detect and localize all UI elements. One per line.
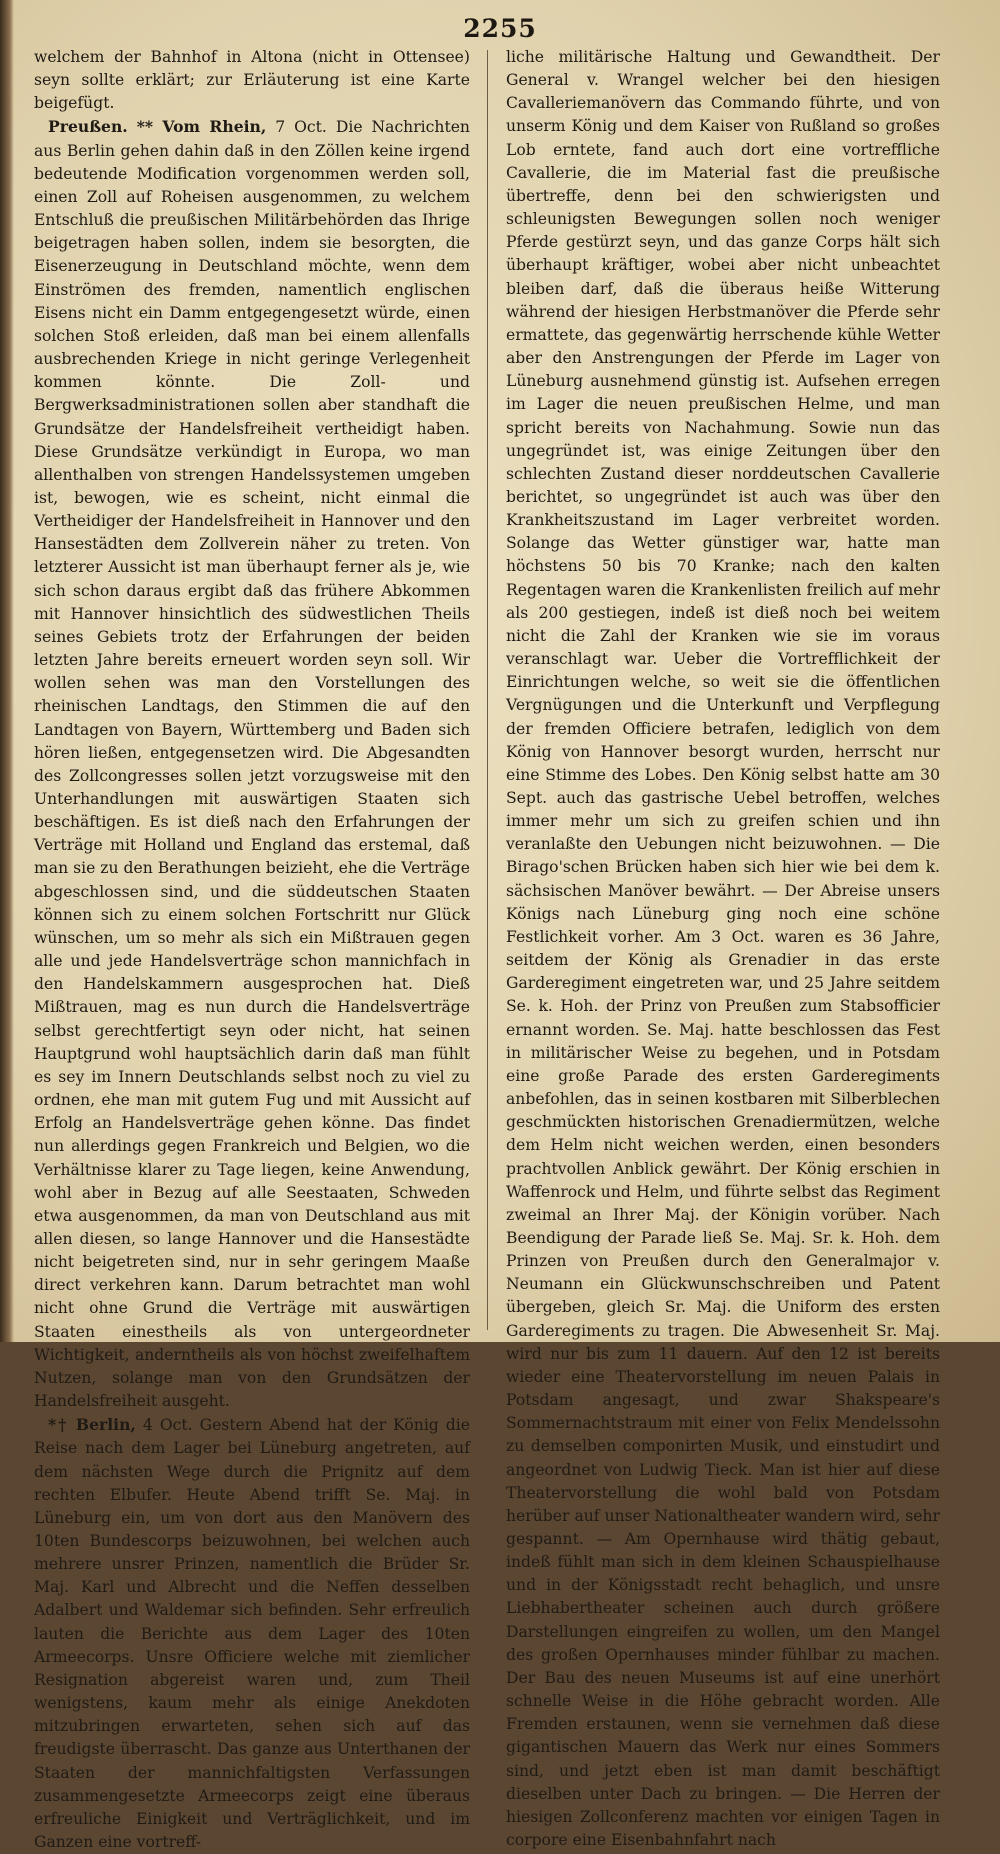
- right-paragraph-1: liche militärische Haltung und Gewandtheit. Der General v. Wrangel welcher bei den hiesigen Cavalleriemanövern das Commando führte, und von unserm König und dem Kaiser von Rußland so großes Lob erntete, fand auch dort eine vortreffliche Cavallerie, die im Material fast die preußische übertreffe, denn bei den schwierigsten und schleunigsten Bewegungen sollen noch weniger Pferde gestürzt seyn, und das ganze Corps hält sich überhaupt kräftiger, wobei aber nicht unbeachtet bleiben darf, daß die überaus heiße Witterung während der hiesigen Herbstmanöver die Pferde sehr ermattete, das gegenwärtig herrschende kühle Wetter aber den Anstrengungen der Pferde im Lager von Lüneburg ausnehmend günstig ist. Aufsehen erregen im Lager die neuen preußischen Helme, und man spricht bereits von Nachahmung. Sowie nun das ungegründet ist, was einige Zeitungen über den schlechten Zustand dieser norddeutschen Cavallerie berichtet, so ungegründet ist auch was über den Krankheitszustand im Lager verbreitet worden. Solange das Wetter günstiger war, hatte man höchstens 50 bis 70 Kranke; nach den kalten Regentagen waren die Krankenlisten freilich auf mehr als 200 gestiegen, indeß ist dieß noch bei weitem nicht die Zahl der Kranken wie sie im voraus veranschlagt war. Ueber die Vortrefflichkeit der Einrichtungen welche, so weit sie die öffentlichen Vergnügungen und die Unterkunft und Verpflegung der fremden Officiere betrafen, lediglich von dem König von Hannover besorgt wurden, herrscht nur eine Stimme des Lobes. Den König selbst hatte am 30 Sept. auch das gastrische Uebel betroffen, welches immer mehr um sich zu greifen schien und ihn veranlaßte den Uebungen nicht beizuwohnen. — Die Birago'schen Brücken haben sich hier wie bei dem k. sächsischen Manöver bewährt. — Der Abreise unsers Königs nach Lüneburg ging noch eine schöne Festlichkeit vorher. Am 3 Oct. waren es 36 Jahre, seitdem der König als Grenadier in das erste Garderegiment eingetreten war, und 25 Jahre seitdem Se. k. Hoh. der Prinz von Preußen zum Stabsofficier ernannt worden. Se. Maj. hatte beschlossen das Fest in militärischer Weise zu begehen, und in Potsdam eine große Parade des ersten Garderegiments anbefohlen, das in seinen kostbaren mit Silberblechen geschmückten historischen Grenadiermützen, welche dem Helm nicht weichen werden, einen besonders prachtvollen Anblick gewährt. Der König erschien in Waffenrock und Helm, und führte selbst das Regiment zweimal an Ihrer Maj. der Königin vorüber. Nach Beendigung der Parade ließ Se. Maj. Sr. k. Hoh. dem Prinzen von Preußen durch den Generalmajor v. Neumann ein Glückwunschschreiben und Patent übergeben, gleich Sr. Maj. die Uniform des ersten Garderegiments zu tragen. Die Abwesenheit Sr. Maj. wird nur bis zum 11 dauern. Auf den 12 ist bereits wieder eine Theatervorstellung im neuen Palais in Potsdam angesagt, und zwar Shakspeare's Sommernachtstraum mit einer von Felix Mendelssohn zu demselben componirten Musik, und einstudirt und angeordnet von Ludwig Tieck. Man ist hier auf diese Theatervorstellung die wohl bald von Potsdam herüber auf unser Nationaltheater wandern wird, sehr gespannt. — Am Opernhause wird thätig gebaut, indeß fühlt man sich in dem kleinen Schauspielhause und in der Königsstadt recht behaglich, und unsre Liebhabertheater scheinen auch durch größere Darstellungen eingreifen zu wollen, um den Mangel des großen Opernhauses minder fühlbar zu machen. Der Bau des neuen Museums ist auf eine unerhört schnelle Weise in die Höhe gebracht worden. Alle Fremden erstaunen, wenn sie vernehmen daß diese gigantischen Mauern das Werk nur eines Sommers sind, und jetzt eben ist man damit beschäftigt dieselben unter Dach zu bringen. — Die Herren der hiesigen Zollconferenz machten vor einigen Tagen in corpore eine Eisenbahnfahrt nach: [506, 48, 940, 1850]
- section-heading-preussen: Preußen.: [48, 117, 128, 137]
- article-vom-rhein: [34, 115, 470, 1413]
- article-text: Gestern Abend hat der König die Reise nach dem Lager bei Lüneburg angetreten, auf dem nächsten Wege durch die Prignitz auf dem rechten Elbufer. Heute Abend trifft Se. Maj. in Lüneburg ein, um von dort aus den Manövern des 10ten Bundescorps beizuwohnen, bei welchen auch mehrere unsrer Prinzen, namentlich die Brüder Sr. Maj. Karl und Albrecht und die Neffen desselben Adalbert und Waldemar sich befinden. Sehr erfreulich lauten die Berichte aus dem Lager des 10ten Armeecorps. Unsre Officiere welche mit ziemlicher Resignation abgereist waren und, zum Theil wenigstens, kaum mehr als einige Anekdoten mitzubringen erwarteten, sehen sich auf das freudigste überrascht. Das ganze aus Unterthanen der Staaten der mannichfaltigsten Verfassungen zusammengesetzte Armeecorps zeigt eine überaus erfreuliche Einigkeit und Verträglichkeit, und im Ganzen eine vortreff-: [34, 1416, 471, 1852]
- right-column: [506, 46, 940, 1850]
- page-number: 2255: [463, 14, 537, 43]
- left-paragraph-1: welchem der Bahnhof in Altona (nicht in Ottensee) seyn sollte erklärt; zur Erläuterung ist eine Karte beigefügt.: [34, 48, 470, 113]
- column-divider: [487, 50, 488, 1330]
- dateline-place: ** Vom Rhein,: [136, 117, 267, 137]
- article-berlin: [34, 1413, 470, 1854]
- dateline-date: 7 Oct.: [275, 118, 327, 137]
- page-binding-edge: [0, 0, 14, 1342]
- dateline-date: 4 Oct.: [142, 1416, 193, 1435]
- article-text: Die Nachrichten aus Berlin gehen dahin daß in den Zöllen keine irgend bedeutende Modification vorgenommen werden soll, einen Zoll auf Roheisen ausgenommen, zu welchem Entschluß die preußischen Militärbehörden das Ihrige beigetragen haben sollen, indem sie besorgten, die Eisenerzeugung in Deutschland möchte, wenn dem Einströmen des fremden, namentlich englischen Eisens nicht ein Damm entgegengesetzt würde, einen solchen Stoß erleiden, daß man bei einem allenfalls ausbrechenden Kriege in nicht geringe Verlegenheit kommen könnte. Die Zoll- und Bergwerksadministrationen sollen aber standhaft die Grundsätze der Handelsfreiheit vertheidigt haben. Diese Grundsätze verkündigt in Europa, wo man allenthalben von strengen Handelssystemen umgeben ist, bewogen, wie es scheint, nicht einmal die Vertheidiger der Handelsfreiheit in Hannover und den Hansestädten dem Zollverein näher zu treten. Von letzterer Aussicht ist man überhaupt ferner als je, wie sich schon daraus ergibt daß das frühere Abkommen mit Hannover hinsichtlich des südwestlichen Theils seines Gebiets trotz der Erfahrungen der beiden letzten Jahre bereits erneuert worden seyn soll. Wir wollen sehen was man den Vorstellungen des rheinischen Landtags, den Stimmen die auf den Landtagen von Bayern, Württemberg und Baden sich hören ließen, entgegensetzen wird. Die Abgesandten des Zollcongresses sollen jetzt vorzugsweise mit den Unterhandlungen mit auswärtigen Staaten sich beschäftigen. Es ist dieß nach den Erfahrungen der Verträge mit Holland und England das erstemal, daß man sie zu den Berathungen beizieht, ehe die Verträge abgeschlossen sind, und die süddeutschen Staaten können sich zu einem solchen Fortschritt nur Glück wünschen, um so mehr als sich ein Mißtrauen gegen alle und jede Handelsverträge schon mannichfach in den Handelskammern ausgesprochen hat. Dieß Mißtrauen, mag es nun durch die Handelsverträge selbst gerechtfertigt seyn oder nicht, hat seinen Hauptgrund wohl hauptsächlich darin daß man fühlt es sey im Innern Deutschlands selbst noch zu viel zu ordnen, ehe man mit gutem Fug und mit Aussicht auf Erfolg an Handelsverträge gehen könne. Das findet nun allerdings gegen Frankreich und Belgien, wo die Verhältnisse klarer zu Tage liegen, keine Anwendung, wohl aber in Bezug auf alle Seestaaten, Schweden etwa ausgenommen, da man von Deutschland aus mit allen diesen, so lange Hannover und die Hansestädte nicht beigetreten sind, nur in sehr geringem Maaße direct verkehren kann. Darum betrachtet man wohl nicht ohne Grund die Verträge mit auswärtigen Staaten einestheils als von untergeordneter Wichtigkeit, anderntheils als von höchst zweifelhaftem Nutzen, solange man von den Grundsätzen der Handelsfreiheit ausgeht.: [34, 118, 470, 1411]
- dateline-place: *† Berlin,: [48, 1415, 136, 1435]
- left-column: [34, 46, 471, 1852]
